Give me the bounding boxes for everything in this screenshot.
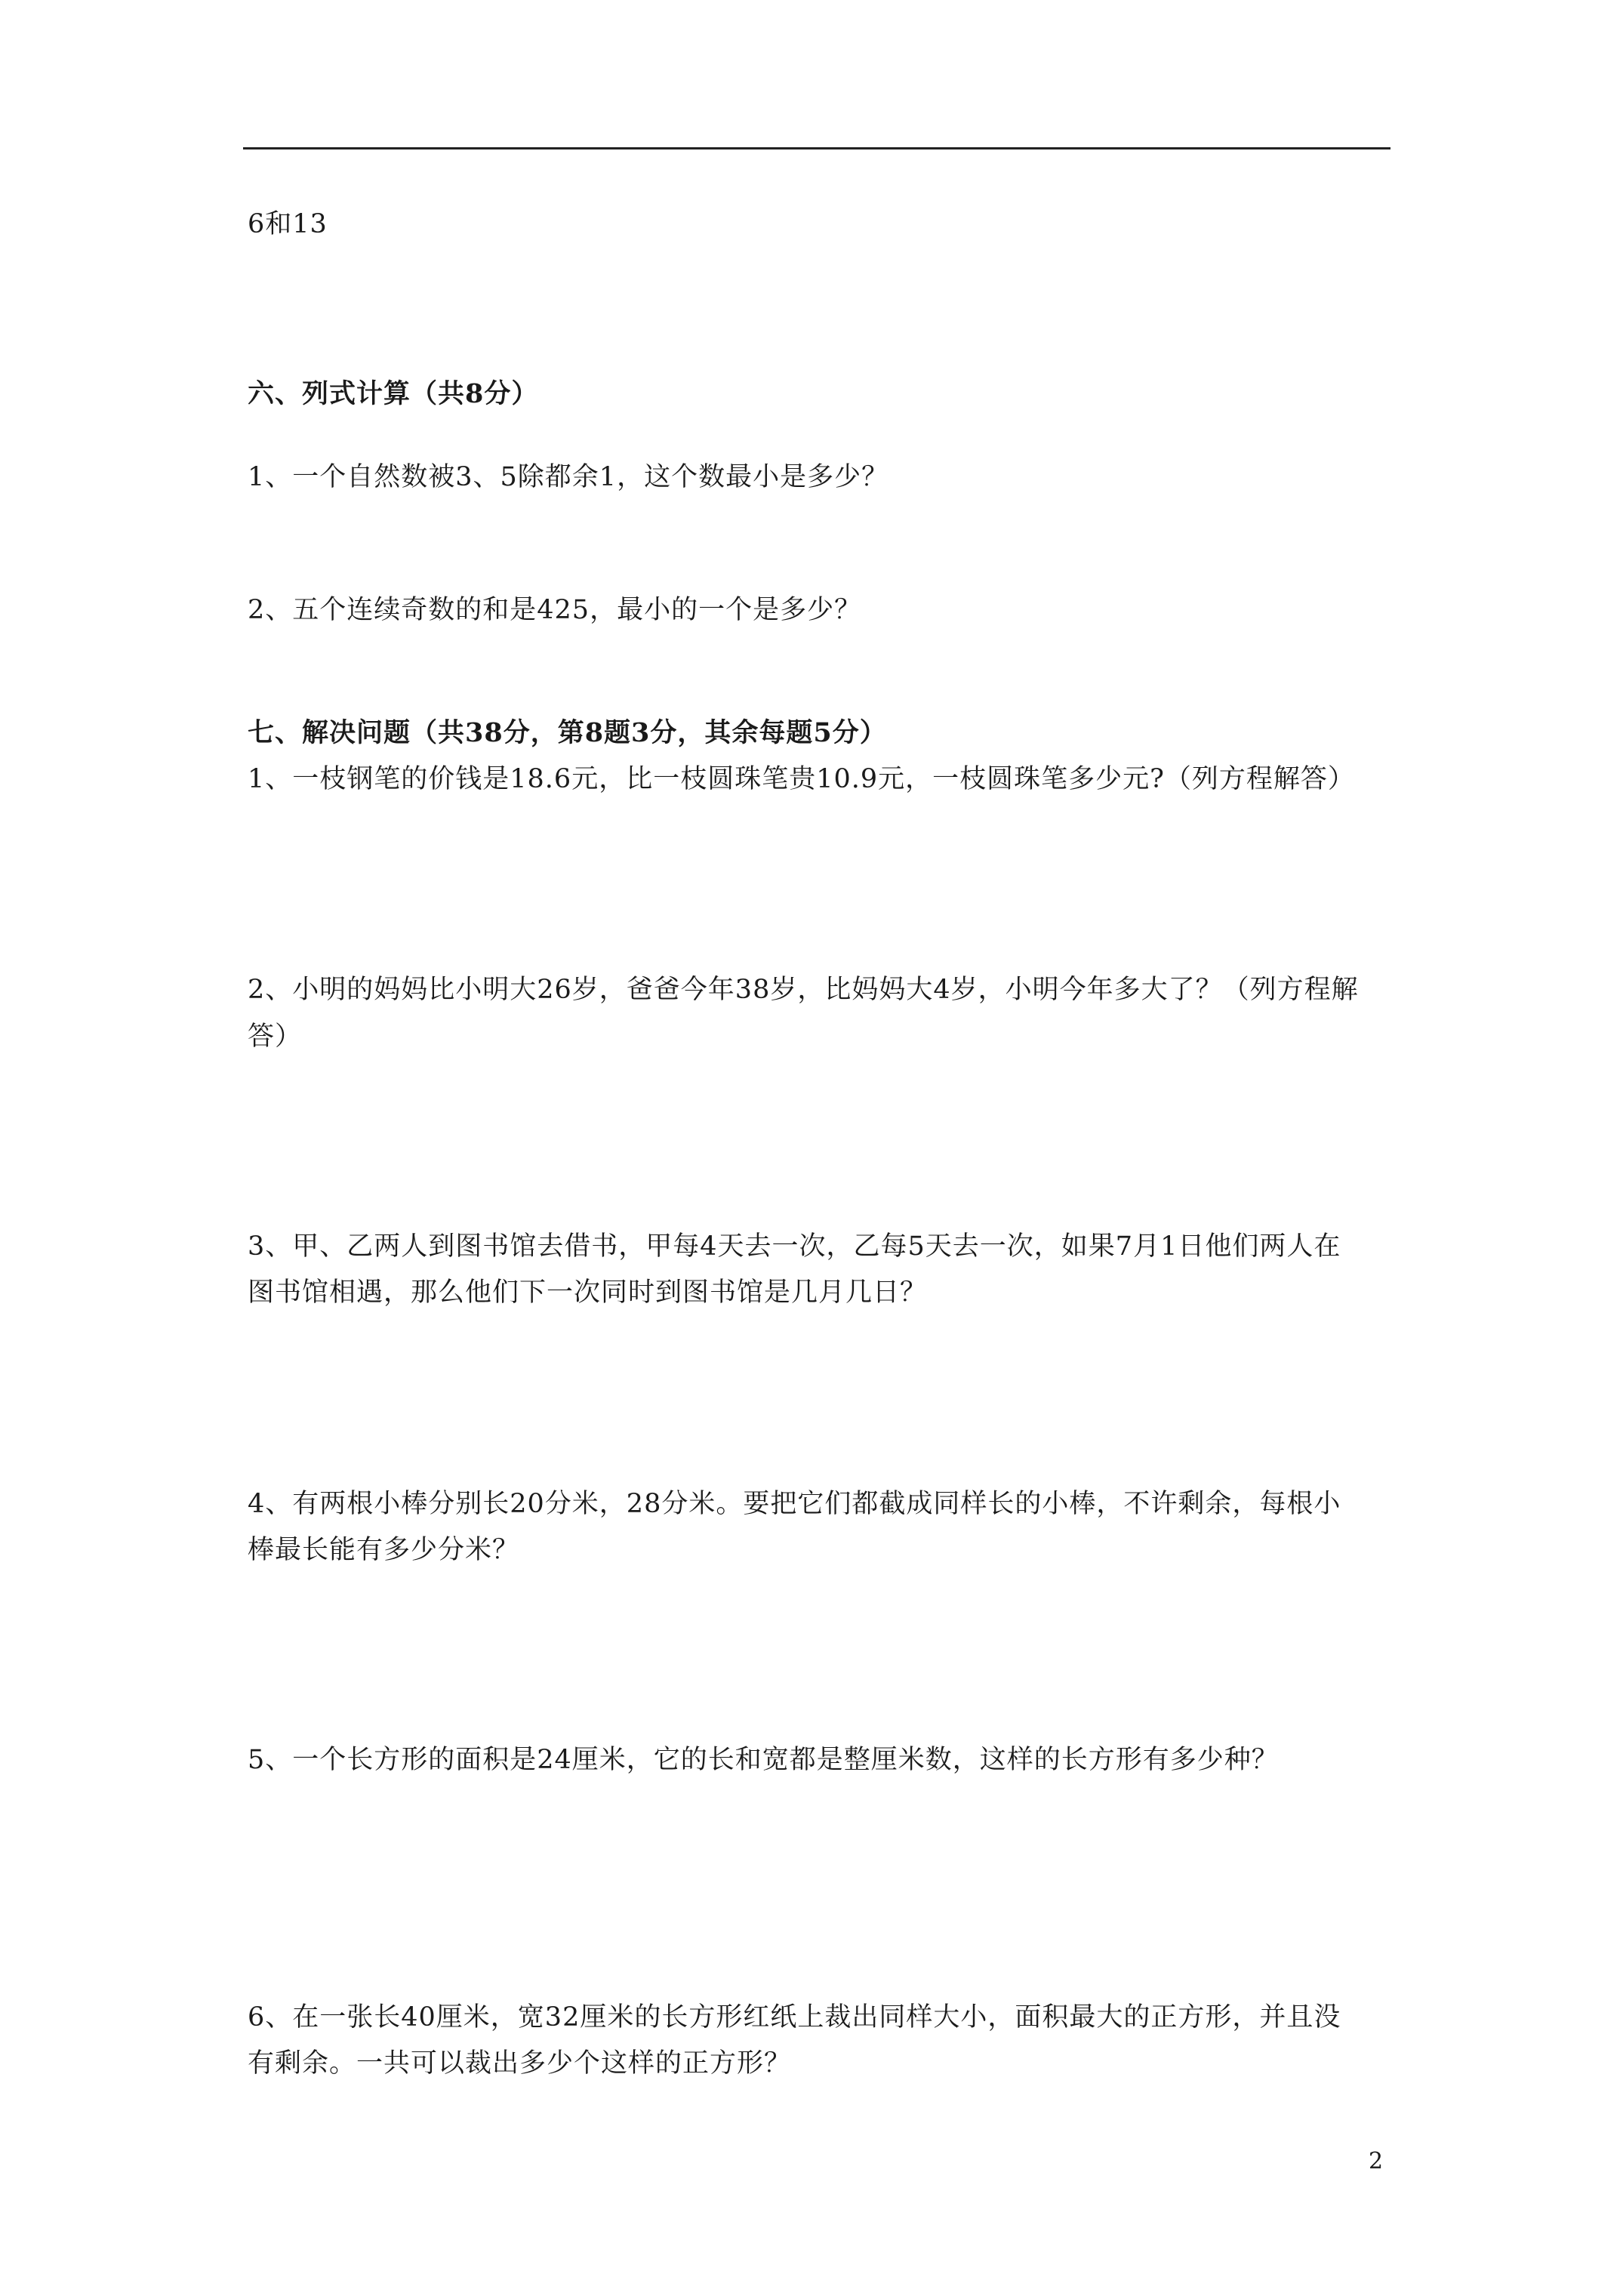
section-7-question-6-line-2: 有剩余。一共可以裁出多少个这样的正方形？ — [248, 2048, 792, 2079]
header-rule — [243, 147, 1390, 149]
section-7-question-2-line-2: 答） — [248, 1022, 303, 1052]
page-number: 2 — [1369, 2148, 1384, 2174]
section-7-title: 七、解决问题（共38分，第8题3分，其余每题5分） — [248, 717, 887, 748]
section-7-question-3-line-2: 图书馆相遇，那么他们下一次同时到图书馆是几月几日？ — [248, 1277, 928, 1308]
section-7-question-5: 5、一个长方形的面积是24厘米，它的长和宽都是整厘米数，这样的长方形有多少种？ — [248, 1745, 1279, 1775]
carryover-answer: 6和13 — [248, 209, 328, 239]
section-7-question-6-line-1: 6、在一张长40厘米，宽32厘米的长方形红纸上裁出同样大小，面积最大的正方形，并且没 — [248, 2002, 1341, 2032]
section-7-question-1: 1、一枝钢笔的价钱是18.6元，比一枝圆珠笔贵10.9元，一枝圆珠笔多少元?（列方程解答） — [248, 764, 1355, 794]
section-6-question-2: 2、五个连续奇数的和是425，最小的一个是多少？ — [248, 595, 862, 625]
section-6-question-1: 1、一个自然数被3、5除都余1，这个数最小是多少？ — [248, 462, 889, 492]
section-7-question-2-line-1: 2、小明的妈妈比小明大26岁，爸爸今年38岁，比妈妈大4岁，小明今年多大了？（列方程解 — [248, 975, 1359, 1005]
section-7-question-3-line-1: 3、甲、乙两人到图书馆去借书，甲每4天去一次，乙每5天去一次，如果7月1日他们两人在 — [248, 1231, 1341, 1262]
section-7-question-4-line-1: 4、有两根小棒分别长20分米，28分米。要把它们都截成同样长的小棒，不许剩余，每根小 — [248, 1489, 1341, 1519]
section-6-title: 六、列式计算（共8分） — [248, 378, 539, 409]
section-7-question-4-line-2: 棒最长能有多少分米？ — [248, 1535, 520, 1565]
